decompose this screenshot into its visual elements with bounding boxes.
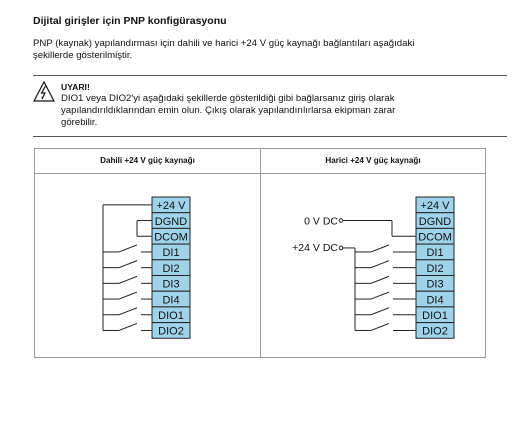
external-supply-diagram [292,197,454,338]
warning-line: görebilir. [61,117,98,128]
terminal-label: DCOM [154,231,188,244]
terminal-label: DI1 [426,247,444,260]
terminal-label: DIO2 [158,325,184,338]
terminal-label: DCOM [418,231,452,244]
wire [119,323,137,330]
warning-line: DIO1 veya DIO2'yi aşağıdaki şekillerde gösterildiği gibi bağlarsanız giriş olarak [61,93,395,104]
terminal-point [339,219,343,223]
terminal-label: DI2 [162,262,180,275]
warning-line: yapılandırıldıklarından emin olun. Çıkış olarak yapılandırılırlarsa ekipman zarar [61,105,396,116]
column-header-external: Harici +24 V güç kaynağı [325,156,421,165]
terminal-label: DI2 [426,262,444,275]
terminal-point [339,246,343,250]
terminal-label: DIO1 [158,310,184,322]
terminal-label: DIO2 [422,325,448,338]
wire [371,276,389,283]
wire [119,292,137,299]
terminal-label: DI3 [162,278,180,291]
terminal-label: DI4 [162,294,180,307]
terminal-label: DGND [418,215,452,228]
terminal-label: DI1 [162,247,180,260]
wire [371,308,389,315]
wire [371,261,389,268]
wire [371,292,389,299]
wire [119,245,137,252]
wire [371,323,389,330]
wire [119,276,137,283]
terminal-label: DGND [154,215,188,228]
terminal-label: DI4 [426,294,444,307]
terminal-label: +24 V [156,200,186,213]
wire [119,308,137,315]
zero-v-label: 0 V DC [304,215,338,228]
plus-24v-label: +24 V DC [292,241,338,254]
intro-line: PNP (kaynak) yapılandırması için dahili ve harici +24 V güç kaynağı bağlantıları aşağıdaki [33,38,415,49]
terminal-label: DIO1 [422,310,448,322]
page-title: Dijital girişler için PNP konfigürasyonu [33,15,227,27]
intro-line: şekillerde gösterilmiştir. [33,50,133,61]
wire [119,261,137,268]
terminal-label: DI3 [426,278,444,291]
warning-title: UYARI! [61,82,90,92]
internal-supply-diagram [103,197,190,338]
wire [371,245,389,252]
terminal-label: +24 V [420,200,450,213]
column-header-internal: Dahili +24 V güç kaynağı [100,156,195,165]
